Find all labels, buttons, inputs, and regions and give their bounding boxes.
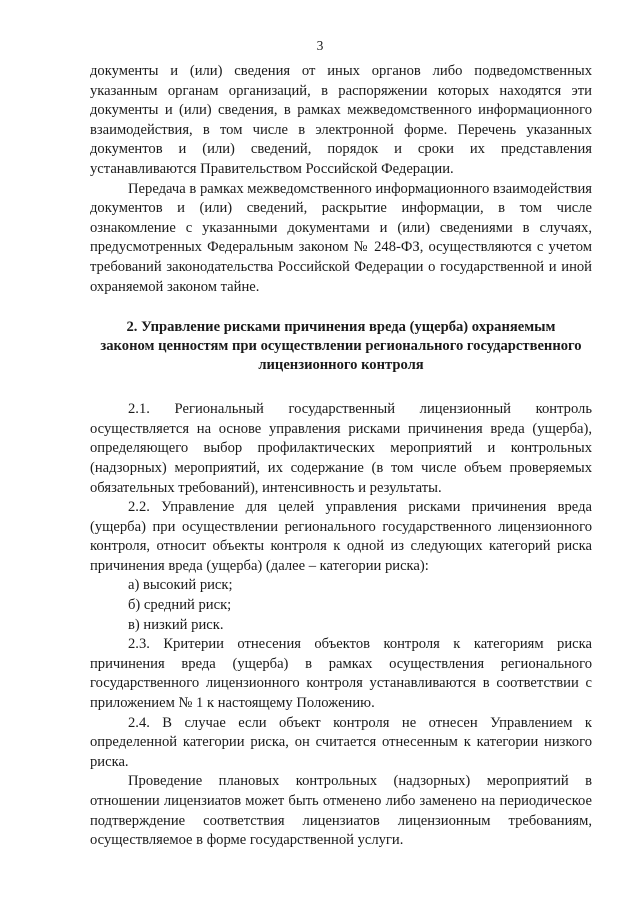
paragraphs-before-heading xyxy=(90,62,592,297)
paragraph-2-2: 2.2. Управление для целей управления рисками причинения вреда (ущерба) при осуществлении регионального государственного лицензионного контроля, относит объекты контроля к одной из следующих категорий риска причинения вреда (ущерба) (далее – категории риска): xyxy=(90,499,592,574)
paragraph-2-3: 2.3. Критерии отнесения объектов контроля к категориям риска причинения вреда (ущерба) в рамках осуществления регионального государственного лицензионного контроля устанавливаются в соответствии с приложением № 1 к настоящему Положению. xyxy=(90,636,592,712)
section-heading-line: лицензионного контроля xyxy=(258,357,424,374)
paragraph-2-4: 2.4. В случае если объект контроля не отнесен Управлением к определенной категории риска, он считается отнесенным к категории низкого риска. xyxy=(90,714,592,770)
paragraphs-after-heading xyxy=(90,400,592,851)
paragraph-continuation: документы и (или) сведения от иных органов либо подведомственных указанным органам организаций, в распоряжении которых находятся эти документы и (или) сведения, в рамках межведомственного информационного взаимодействия, в том числе в электронной форме. Перечень указанных документов и (или) сведений, порядок и сроки их представления устанавливаются Правительством Российской Федерации. xyxy=(90,63,592,177)
section-heading-line: законом ценностям при осуществлении регионального государственного xyxy=(100,338,582,355)
document-body xyxy=(90,62,592,851)
paragraph-2-1: 2.1. Региональный государственный лицензионный контроль осуществляется на основе управления рисками причинения вреда (ущерба), определяющего выбор профилактических мероприятий и контрольных (надзорных) мероприятий, их содержание (в том числе объем проверяемых обязательных требований), интенсивность и результаты. xyxy=(90,401,592,496)
paragraph-risk-b: б) средний риск; xyxy=(128,597,232,614)
paragraph-risk-a: а) высокий риск; xyxy=(128,577,233,594)
page-number: 3 xyxy=(316,38,324,53)
paragraph-transfer: Передача в рамках межведомственного информационного взаимодействия документов и (или) сведений, раскрытие информации, в том числе ознакомление с указанными документами и (или) сведениями в случаях, предусмотренных Федеральным законом № 248-ФЗ, осуществляются с учетом требований законодательства Российской Федерации о государственной и иной охраняемой законом тайне. xyxy=(90,180,592,295)
paragraph-planned: Проведение плановых контрольных (надзорных) мероприятий в отношении лицензиатов может быть отменено либо заменено на периодическое подтверждение соответствия лицензиатов лицензионным требованиям, осуществляемое в форме государственной услуги. xyxy=(90,773,592,849)
section-heading-line: 2. Управление рисками причинения вреда (ущерба) охраняемым xyxy=(126,319,556,336)
paragraph-risk-c: в) низкий риск. xyxy=(128,616,224,633)
section-heading xyxy=(90,318,592,375)
